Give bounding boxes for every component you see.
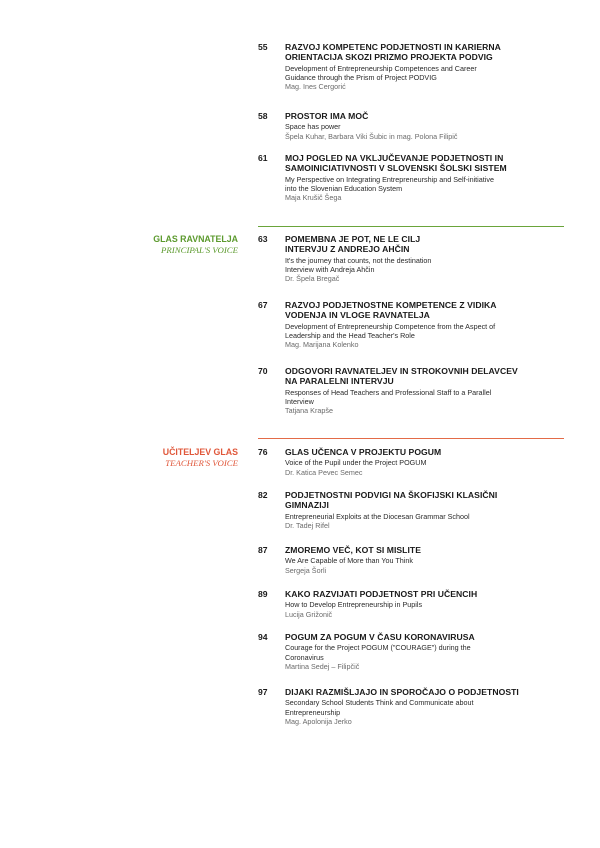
entry-title: ODGOVORI RAVNATELJEV IN STROKOVNIH DELAVCEV NA PARALELNI INTERVJU — [285, 366, 518, 387]
section-divider-green — [258, 226, 564, 227]
page-number: 82 — [258, 490, 268, 500]
section-divider-red — [258, 438, 564, 439]
section-header-teachers-voice — [8, 447, 238, 469]
section-subtitle: PRINCIPAL'S VOICE — [161, 245, 238, 255]
entry-title: PODJETNOSTNI PODVIGI NA ŠKOFIJSKI KLASIČNI GIMNAZIJI — [285, 490, 498, 511]
entry-english-title: How to Develop Entrepreneurship in Pupils — [285, 600, 423, 610]
entry-author: Lucija Grižonič — [285, 609, 333, 619]
section-title: GLAS RAVNATELJA — [153, 234, 238, 244]
page-number: 55 — [258, 42, 268, 52]
entry-title: RAZVOJ KOMPETENC PODJETNOSTI IN KARIERNA ORIENTACIJA SKOZI PRIZMO PROJEKTA PODVIG — [285, 42, 501, 63]
entry-english-title: It's the journey that counts, not the destination Interview with Andreja Ahčin — [285, 255, 432, 275]
entry-author: Dr. Tadej Rifel — [285, 521, 330, 531]
entry-author: Tatjana Krapše — [285, 406, 333, 416]
entry-english-title: Secondary School Students Think and Communicate about Entrepreneurship — [285, 698, 474, 717]
entry-title: DIJAKI RAZMIŠLJAJO IN SPOROČAJO O PODJETNOSTI — [285, 687, 519, 697]
entry-author: Mag. Apolonija Jerko — [285, 717, 352, 726]
page-number: 94 — [258, 632, 268, 642]
entry-author: Špela Kuhar, Barbara Viki Šubic in mag. Polona Filipič — [285, 131, 458, 141]
entry-author: Mag. Marijana Kolenko — [285, 340, 359, 350]
entry-title: KAKO RAZVIJATI PODJETNOST PRI UČENCIH — [285, 589, 478, 599]
entry-title: GLAS UČENCA V PROJEKTU POGUM — [285, 447, 442, 457]
page-number: 89 — [258, 589, 268, 599]
entry-title: RAZVOJ PODJETNOSTNE KOMPETENCE Z VIDIKA VODENJA IN VLOGE RAVNATELJA — [285, 300, 497, 321]
entry-author: Maja Krušič Šega — [285, 193, 342, 203]
page-number: 67 — [258, 300, 268, 310]
entry-english-title: Entrepreneurial Exploits at the Diocesan Grammar School — [285, 511, 470, 521]
entry-author: Sergeja Šorli — [285, 565, 327, 575]
entry-title: PROSTOR IMA MOČ — [285, 111, 369, 121]
page-number: 58 — [258, 111, 268, 121]
page-number: 63 — [258, 234, 268, 244]
section-header-principals-voice — [8, 234, 238, 256]
entry-author: Mag. Ines Cergorić — [285, 82, 346, 92]
entry-english-title: My Perspective on Integrating Entrepreneurship and Self-initiative into the Slovenian Education System — [285, 174, 494, 194]
section-title: UČITELJEV GLAS — [162, 447, 238, 457]
page-number: 70 — [258, 366, 268, 376]
entry-title: POGUM ZA POGUM V ČASU KORONAVIRUSA — [285, 632, 475, 642]
entry-title: ZMOREMO VEČ, KOT SI MISLITE — [285, 545, 421, 555]
entry-author: Martina Sedej – Filipčič — [285, 662, 360, 671]
entry-english-title: Courage for the Project POGUM ("COURAGE") during the Coronavirus — [285, 643, 471, 662]
entry-english-title: We Are Capable of More than You Think — [285, 556, 413, 566]
section-subtitle: TEACHER'S VOICE — [165, 458, 238, 468]
page-number: 87 — [258, 545, 268, 555]
entry-english-title: Development of Entrepreneurship Competences and Career Guidance through the Prism of Project PODVIG — [285, 63, 477, 83]
entry-english-title: Voice of the Pupil under the Project POGUM — [285, 458, 427, 468]
entry-title: MOJ POGLED NA VKLJUČEVANJE PODJETNOSTI IN SAMOINICIATIVNOSTI V SLOVENSKI ŠOLSKI SISTEM — [285, 153, 507, 174]
page-number: 76 — [258, 447, 268, 457]
page-number: 97 — [258, 687, 268, 697]
entry-english-title: Development of Entrepreneurship Competence from the Aspect of Leadership and the Head Teacher's Role — [285, 321, 496, 341]
entry-author: Dr. Katica Pevec Semec — [285, 467, 363, 477]
entry-english-title: Responses of Head Teachers and Professional Staff to a Parallel Interview — [285, 387, 492, 407]
entry-english-title: Space has power — [285, 122, 341, 132]
page-number: 61 — [258, 153, 268, 163]
entry-title: POMEMBNA JE POT, NE LE CILJ INTERVJU Z ANDREJO AHČIN — [285, 234, 421, 255]
entry-author: Dr. Špela Bregač — [285, 274, 340, 284]
